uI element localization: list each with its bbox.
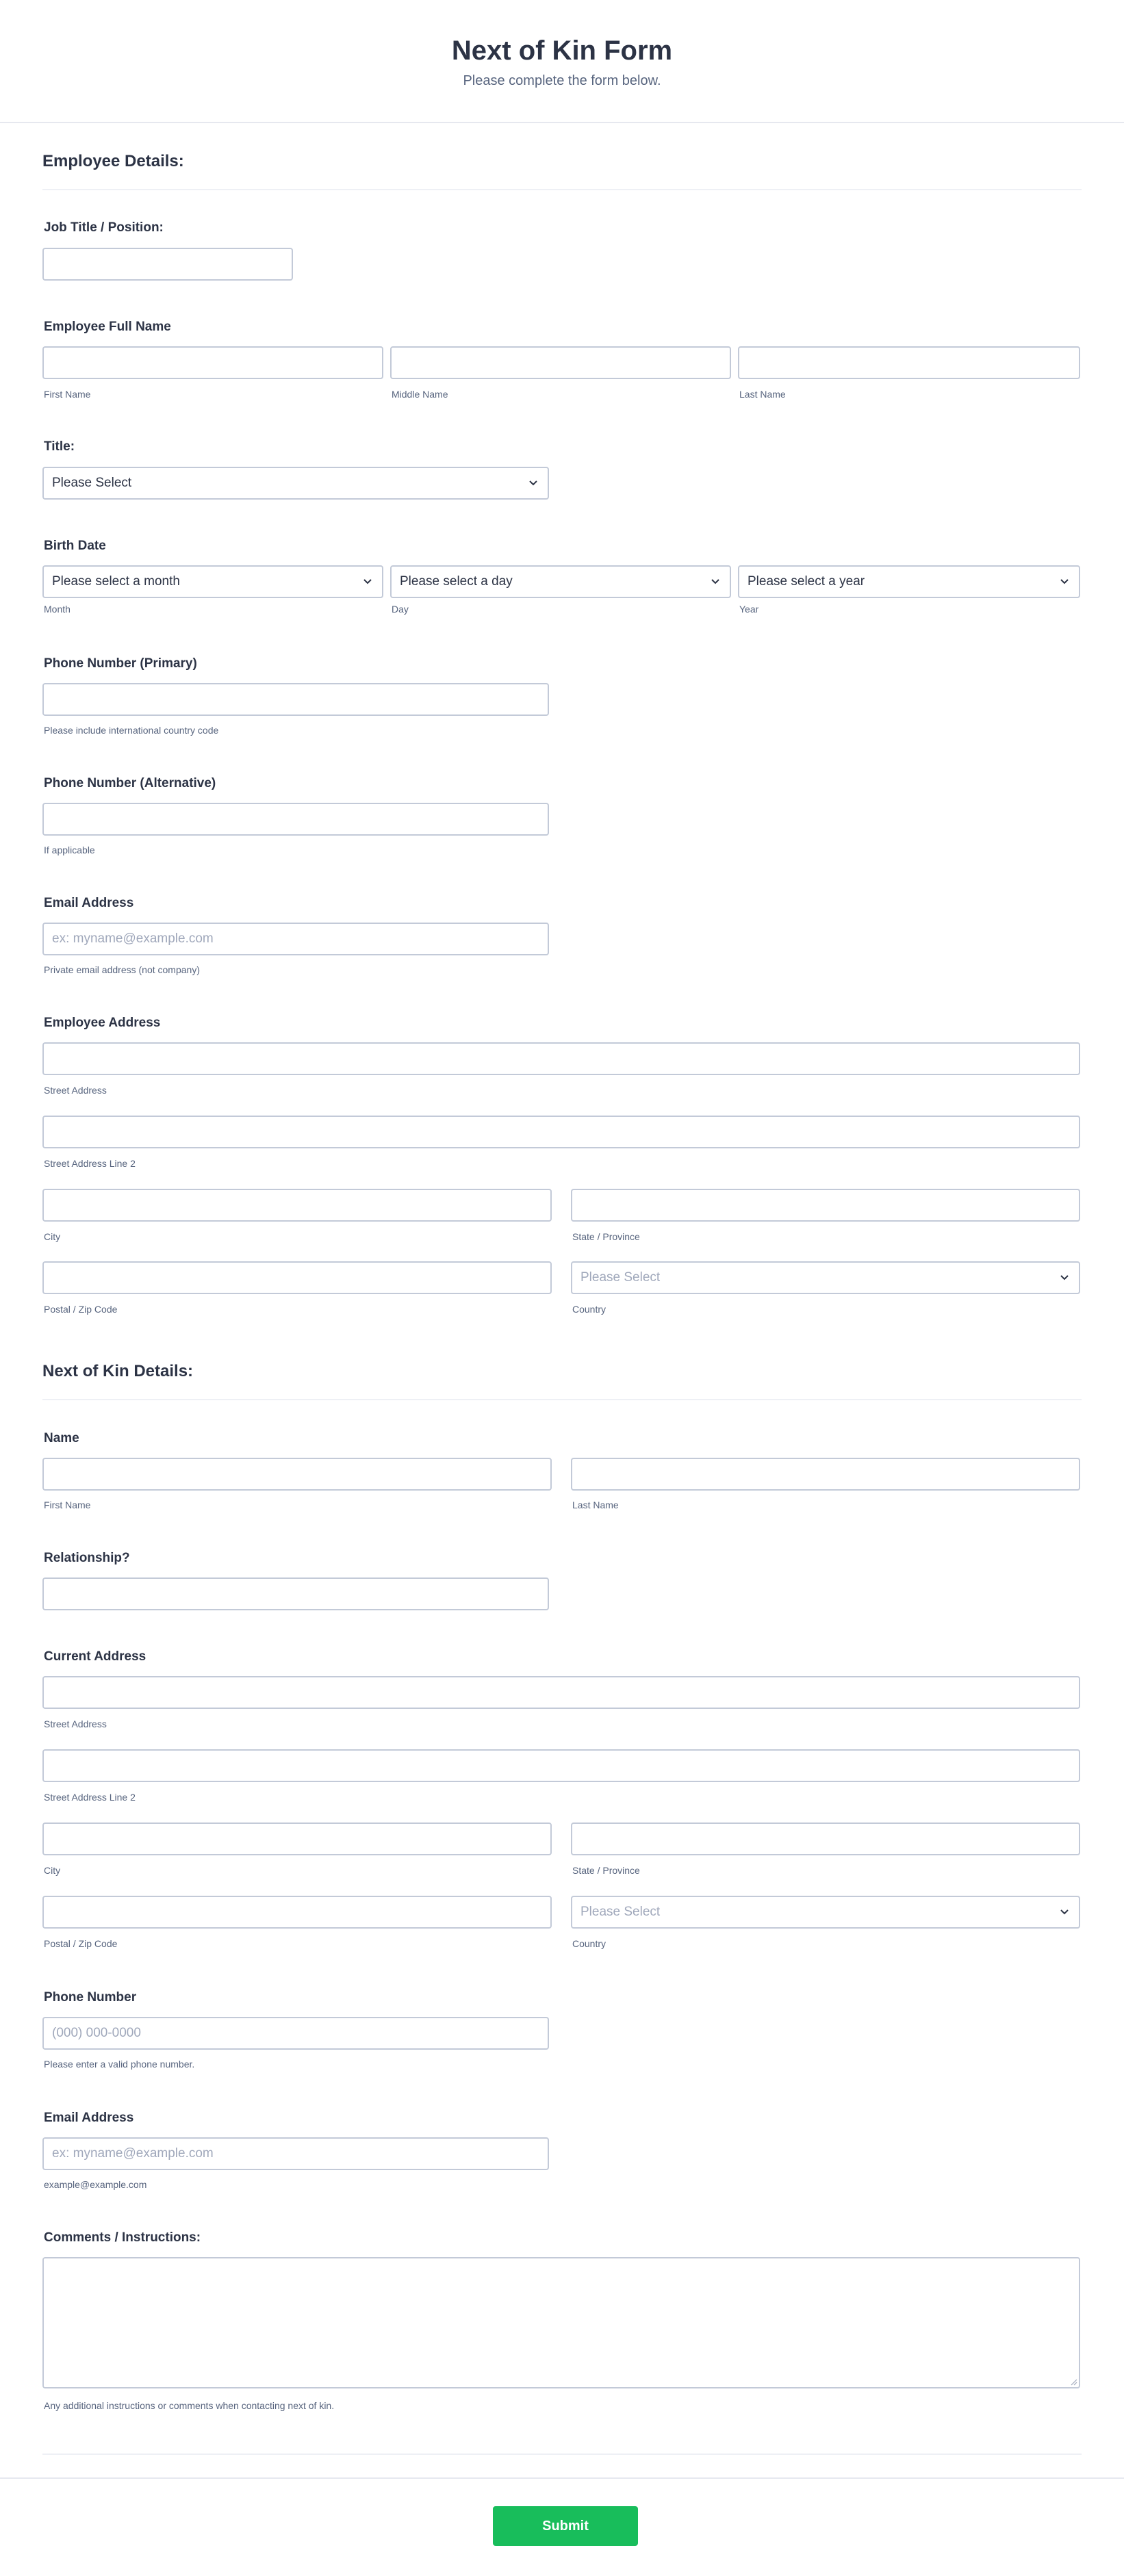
kin-email-label: Email Address: [44, 2111, 134, 2125]
employee-state-sublabel: State / Province: [572, 1231, 640, 1242]
kin-country-value: Please Select: [580, 1905, 661, 1919]
phone-alt-sublabel: If applicable: [44, 845, 95, 855]
phone-primary-input[interactable]: [42, 683, 549, 716]
kin-street-sublabel: Street Address: [44, 1718, 107, 1729]
birth-month-sublabel: Month: [44, 604, 71, 615]
resize-grip-icon[interactable]: [1069, 2378, 1077, 2386]
employee-section-title: Employee Details:: [42, 152, 184, 170]
employee-state-input[interactable]: [571, 1189, 1080, 1222]
comments-sublabel: Any additional instructions or comments when contacting next of kin.: [44, 2400, 335, 2411]
employee-street2-sublabel: Street Address Line 2: [44, 1158, 136, 1169]
form-footer: [0, 2477, 1124, 2576]
employee-country-select[interactable]: [571, 1261, 1080, 1294]
first-name-input[interactable]: [42, 346, 383, 379]
kin-last-name-input[interactable]: [571, 1458, 1080, 1491]
employee-postal-input[interactable]: [42, 1261, 552, 1294]
chevron-down-icon: [528, 468, 538, 498]
email-label: Email Address: [44, 896, 134, 910]
relationship-label: Relationship?: [44, 1551, 130, 1565]
comments-textarea[interactable]: [42, 2257, 1080, 2388]
kin-country-sublabel: Country: [572, 1938, 606, 1949]
full-name-label: Employee Full Name: [44, 320, 171, 334]
title-select[interactable]: [42, 467, 549, 500]
form-header: [0, 0, 1124, 123]
employee-street-input[interactable]: [42, 1042, 1080, 1075]
birth-year-value: Please select a year: [748, 574, 865, 589]
kin-email-input[interactable]: [42, 2137, 549, 2170]
kin-phone-label: Phone Number: [44, 1990, 137, 2005]
birth-day-select[interactable]: [390, 565, 731, 598]
employee-city-sublabel: City: [44, 1231, 61, 1242]
kin-street2-input[interactable]: [42, 1749, 1080, 1782]
employee-street2-input[interactable]: [42, 1116, 1080, 1148]
kin-phone-input[interactable]: [42, 2017, 549, 2050]
kin-last-name-sublabel: Last Name: [572, 1499, 619, 1510]
kin-section-title: Next of Kin Details:: [42, 1362, 194, 1380]
title-select-value: Please Select: [52, 476, 132, 490]
birth-day-sublabel: Day: [392, 604, 409, 615]
comments-label: Comments / Instructions:: [44, 2230, 201, 2245]
employee-country-value: Please Select: [580, 1270, 661, 1285]
middle-name-sublabel: Middle Name: [392, 389, 448, 400]
kin-state-sublabel: State / Province: [572, 1865, 640, 1876]
phone-alt-input[interactable]: [42, 803, 549, 836]
submit-button[interactable]: Submit: [493, 2506, 638, 2546]
chevron-down-icon: [1060, 1263, 1069, 1293]
email-sublabel: Private email address (not company): [44, 964, 200, 975]
form-subtitle: Please complete the form below.: [463, 73, 661, 88]
last-name-input[interactable]: [738, 346, 1080, 379]
birth-month-select[interactable]: [42, 565, 383, 598]
email-input[interactable]: [42, 923, 549, 955]
kin-name-label: Name: [44, 1431, 79, 1445]
kin-address-label: Current Address: [44, 1649, 146, 1664]
employee-address-label: Employee Address: [44, 1016, 161, 1030]
kin-country-select[interactable]: [571, 1896, 1080, 1929]
kin-first-name-sublabel: First Name: [44, 1499, 91, 1510]
comments-wrapper: [42, 2257, 1080, 2388]
kin-street-input[interactable]: [42, 1676, 1080, 1709]
birth-date-label: Birth Date: [44, 539, 106, 553]
kin-section-header: [42, 1333, 1082, 1400]
employee-country-sublabel: Country: [572, 1304, 606, 1315]
chevron-down-icon: [711, 567, 720, 597]
birth-month-value: Please select a month: [52, 574, 180, 589]
last-name-sublabel: Last Name: [739, 389, 786, 400]
employee-city-input[interactable]: [42, 1189, 552, 1222]
middle-name-input[interactable]: [390, 346, 731, 379]
form-divider: [42, 2453, 1082, 2455]
job-title-input[interactable]: [42, 248, 293, 281]
kin-city-sublabel: City: [44, 1865, 61, 1876]
kin-first-name-input[interactable]: [42, 1458, 552, 1491]
first-name-sublabel: First Name: [44, 389, 91, 400]
kin-postal-sublabel: Postal / Zip Code: [44, 1938, 118, 1949]
chevron-down-icon: [1060, 1897, 1069, 1927]
phone-primary-label: Phone Number (Primary): [44, 656, 197, 671]
kin-email-sublabel: example@example.com: [44, 2179, 147, 2190]
kin-city-input[interactable]: [42, 1822, 552, 1855]
birth-year-sublabel: Year: [739, 604, 759, 615]
chevron-down-icon: [363, 567, 372, 597]
kin-postal-input[interactable]: [42, 1896, 552, 1929]
form-title: Next of Kin Form: [451, 36, 673, 66]
birth-year-select[interactable]: [738, 565, 1080, 598]
chevron-down-icon: [1060, 567, 1069, 597]
relationship-input[interactable]: [42, 1577, 549, 1610]
title-label: Title:: [44, 439, 75, 454]
employee-street-sublabel: Street Address: [44, 1085, 107, 1096]
phone-primary-sublabel: Please include international country code: [44, 725, 219, 736]
employee-postal-sublabel: Postal / Zip Code: [44, 1304, 118, 1315]
birth-day-value: Please select a day: [400, 574, 513, 589]
employee-section-header: [42, 123, 1082, 190]
kin-street2-sublabel: Street Address Line 2: [44, 1792, 136, 1803]
job-title-label: Job Title / Position:: [44, 220, 164, 235]
kin-state-input[interactable]: [571, 1822, 1080, 1855]
kin-phone-sublabel: Please enter a valid phone number.: [44, 2059, 195, 2070]
phone-alt-label: Phone Number (Alternative): [44, 776, 216, 790]
